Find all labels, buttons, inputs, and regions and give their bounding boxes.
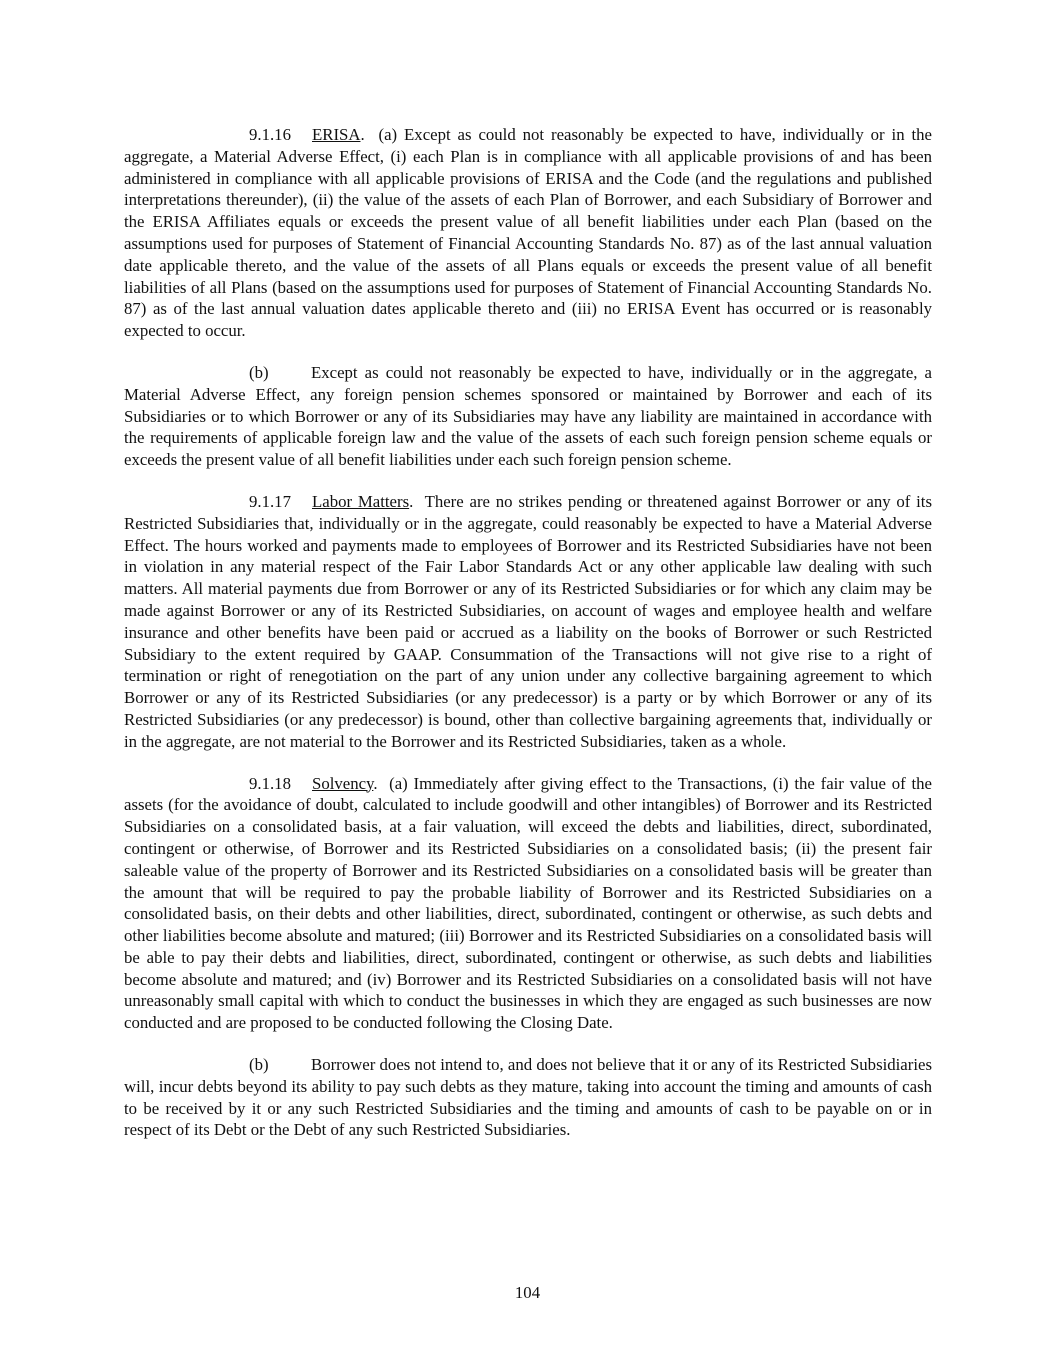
section-number: 9.1.17: [249, 491, 291, 511]
paragraph-text: Borrower does not intend to, and does not believe that it or any of its Restricted Subsidiaries will, incur debts beyond its ability to pay such debts as they mature, taking into account the timing and amounts of cash to be received by it or any such Restricted Subsidiaries and the timing and amounts of cash to be payable on or in respect of its Debt or the Debt of any such Restricted Subsidiaries.: [124, 1055, 932, 1140]
page-number: 104: [514, 1283, 541, 1302]
document-page: [124, 124, 932, 1161]
paragraph-text: There are no strikes pending or threatened against Borrower or any of its Restricted Subsidiaries that, individually or in the aggregate, could reasonably be expected to have a Material Adverse Effect. The hours worked and payments made to employees of Borrower and its Restricted Subsidiaries have not been in violation in any material respect of the Fair Labor Standards Act or any other applicable law dealing with such matters. All material payments due from Borrower or any of its Restricted Subsidiaries or for which any claim may be made against Borrower or any of its Restricted Subsidiaries, on account of wages and employee health and welfare insurance and other benefits have been paid or accrued as a liability on the books of Borrower or such Restricted Subsidiary to the extent required by GAAP. Consummation of the Transactions will not give rise to a right of termination or right of renegotiation on the part of any union under any collective bargaining agreement to which Borrower or any of its Restricted Subsidiaries (or any predecessor) is a party or by which Borrower or any of its Restricted Subsidiaries (or any predecessor) is bound, other than collective bargaining agreements that, individually or in the aggregate, are not material to the Borrower and its Restricted Subsidiaries, taken as a whole.: [124, 491, 932, 751]
section-number: 9.1.16: [249, 125, 291, 144]
paragraph-text: Except as could not reasonably be expected to have, individually or in the aggregate, a Material Adverse Effect, any foreign pension schemes sponsored or maintained by Borrower and each of its Subsidiaries or to which Borrower or any of its Subsidiaries may have any liability are maintained in accordance with the requirements of applicable foreign law and the value of the assets of each such foreign pension scheme equals or exceeds the present value of all benefit liabilities under each such foreign pension scheme.: [124, 362, 932, 470]
section-9-1-17-paragraph: 9.1.17 Labor Matters. There are no strikes pending or threatened against Borrower or any of its Restricted Subsidiaries that, individually or in the aggregate, could reasonably be expected to have a Material Adverse Effect. The hours worked and payments made to employees of Borrower and its Restricted Subsidiaries have not been in violation in any material respect of the Fair Labor Standards Act or any other applicable law dealing with such matters. All material payments due from Borrower or any of its Restricted Subsidiaries or for which any claim may be made against Borrower or any of its Restricted Subsidiaries, on account of wages and employee health and welfare insurance and other benefits have been paid or accrued as a liability on the books of Borrower or such Restricted Subsidiary to the extent required by GAAP. Consummation of the Transactions will not give rise to a right of termination or right of renegotiation on the part of any union under any collective bargaining agreement to which Borrower or any of its Restricted Subsidiaries (or any predecessor) is a party or by which Borrower or any of its Restricted Subsidiaries (or any predecessor) is bound, other than collective bargaining agreements that, individually or in the aggregate, are not material to the Borrower and its Restricted Subsidiaries, taken as a whole.: [124, 491, 932, 751]
section-number: 9.1.18: [249, 773, 291, 793]
paragraph-text: (a) Immediately after giving effect to the Transactions, (i) the fair value of the assets (for the avoidance of doubt, calculated to include goodwill and other intangibles) of Borrower and its Restricted Subsidiaries on a consolidated basis, at a fair valuation, will exceed the debts and liabilities, direct, subordinated, contingent or otherwise, of Borrower and its Restricted Subsidiaries on a consolidated basis; (ii) the present fair saleable value of the property of Borrower and its Restricted Subsidiaries on a consolidated basis will be greater than the amount that will be required to pay the probable liability of Borrower and its Restricted Subsidiaries on a consolidated basis, on their debts and other liabilities, direct, subordinated, contingent or otherwise, as such debts and other liabilities become absolute and matured; (iii) Borrower and its Restricted Subsidiaries on a consolidated basis will be able to pay their debts and liabilities, direct, subordinated, contingent or otherwise, as such debts and liabilities become absolute and matured; and (iv) Borrower and its Restricted Subsidiaries on a consolidated basis will not have unreasonably small capital with which to conduct the businesses in which they are engaged as such businesses are now conducted and are proposed to be conducted following the Closing Date.: [124, 773, 932, 1033]
section-9-1-18-paragraph-a: 9.1.18 Solvency. (a) Immediately after giving effect to the Transactions, (i) the fair value of the assets (for the avoidance of doubt, calculated to include goodwill and other intangibles) of Borrower and its Restricted Subsidiaries on a consolidated basis, at a fair valuation, will exceed the debts and liabilities, direct, subordinated, contingent or otherwise, of Borrower and its Restricted Subsidiaries on a consolidated basis; (ii) the present fair saleable value of the property of Borrower and its Restricted Subsidiaries on a consolidated basis will be greater than the amount that will be required to pay the probable liability of Borrower and its Restricted Subsidiaries on a consolidated basis, on their debts and other liabilities, direct, subordinated, contingent or otherwise, as such debts and other liabilities become absolute and matured; (iii) Borrower and its Restricted Subsidiaries on a consolidated basis will be able to pay their debts and liabilities, direct, subordinated, contingent or otherwise, as such debts and liabilities become absolute and matured; and (iv) Borrower and its Restricted Subsidiaries on a consolidated basis will not have unreasonably small capital with which to conduct the businesses in which they are engaged as such businesses are now conducted and are proposed to be conducted following the Closing Date.: [124, 773, 932, 1033]
section-heading: Labor Matters: [312, 491, 410, 511]
section-9-1-18-paragraph-b: [124, 1054, 932, 1141]
section-9-1-16-paragraph-a: 9.1.16 ERISA. (a) Except as could not reasonably be expected to have, individually or in the aggregate, a Material Adverse Effect, (i) each Plan is in compliance with all applicable provisions of and has been administered in compliance with all applicable provisions of ERISA and the Code (and the regulations and published interpretations thereunder), (ii) the value of the assets of each Plan of Borrower, and each Subsidiary of Borrower and the ERISA Affiliates equals or exceeds the present value of all benefit liabilities under each Plan (based on the assumptions used for purposes of Statement of Financial Accounting Standards No. 87) as of the last annual valuation date applicable thereto, and the value of the assets of all Plans equals or exceeds the present value of all benefit liabilities of all Plans (based on the assumptions used for purposes of Statement of Financial Accounting Standards No. 87) as of the last annual valuation dates applicable thereto and (iii) no ERISA Event has occurred or is reasonably expected to occur.: [124, 125, 932, 341]
section-9-1-16-paragraph-b: [124, 362, 932, 471]
section-heading: Solvency: [312, 773, 374, 793]
subsection-label: (b): [249, 362, 269, 382]
section-heading: ERISA: [312, 125, 361, 144]
paragraph-text: (a) Except as could not reasonably be expected to have, individually or in the aggregate, a Material Adverse Effect, (i) each Plan is in compliance with all applicable provisions of and has been administered in compliance with all applicable provisions of ERISA and the Code (and the regulations and published interpretations thereunder), (ii) the value of the assets of each Plan of Borrower, and each Subsidiary of Borrower and the ERISA Affiliates equals or exceeds the present value of all benefit liabilities under each Plan (based on the assumptions used for purposes of Statement of Financial Accounting Standards No. 87) as of the last annual valuation date applicable thereto, and the value of the assets of all Plans equals or exceeds the present value of all benefit liabilities of all Plans (based on the assumptions used for purposes of Statement of Financial Accounting Standards No. 87) as of the last annual valuation dates applicable thereto and (iii) no ERISA Event has occurred or is reasonably expected to occur.: [124, 125, 932, 341]
subsection-label: (b): [249, 1055, 269, 1075]
